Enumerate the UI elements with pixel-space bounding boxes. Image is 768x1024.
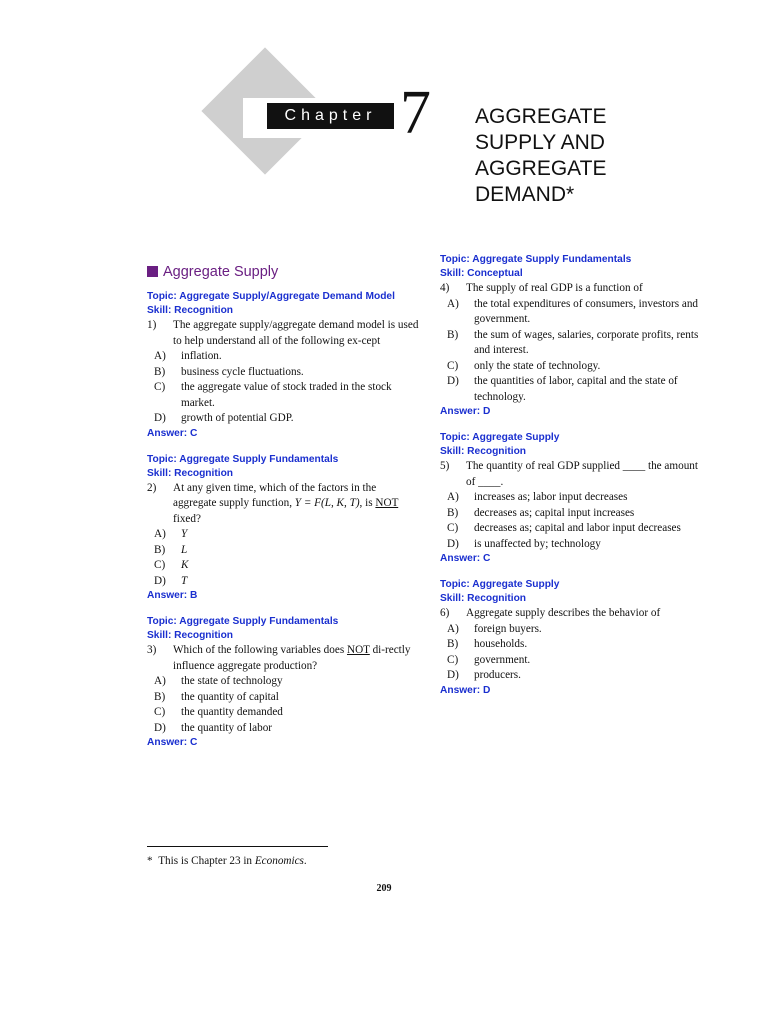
chapter-title-line: AGGREGATE xyxy=(475,157,607,180)
chapter-label: Chapter xyxy=(267,103,394,129)
question-number: 3) xyxy=(147,644,157,656)
option: B) households. xyxy=(447,638,528,650)
answer: Answer: D xyxy=(440,406,491,417)
chapter-title-line: AGGREGATE xyxy=(475,105,607,128)
footnote: * This is Chapter 23 in Economics. xyxy=(147,855,307,867)
option: C) decreases as; capital and labor input decreases xyxy=(447,522,681,534)
question-text: The supply of real GDP is a function of xyxy=(466,282,643,294)
answer: Answer: C xyxy=(147,737,198,748)
question-text: At any given time, which of the factors in the aggregate supply function, Y = F(L, K, T), is NOT fixed? xyxy=(173,481,399,525)
option: A) foreign buyers. xyxy=(447,622,542,635)
topic: Topic: Aggregate Supply xyxy=(440,579,560,590)
answer: Answer: C xyxy=(440,553,491,564)
question-number: 6) xyxy=(440,607,450,619)
skill: Skill: Recognition xyxy=(147,630,234,641)
chapter-number: 7 xyxy=(400,79,431,147)
answer: Answer: C xyxy=(147,427,198,439)
page-number: 209 xyxy=(376,883,392,894)
skill: Skill: Recognition xyxy=(147,467,234,479)
option: D) the quantities of labor, capital and the state of technology. xyxy=(447,375,678,403)
option: B) L xyxy=(154,543,188,556)
question-2 xyxy=(147,453,419,604)
skill: Skill: Recognition xyxy=(440,446,527,457)
option: D) growth of potential GDP. xyxy=(154,412,294,424)
question-number: 2) xyxy=(147,481,157,494)
question-text: The quantity of real GDP supplied ____ the amount of ____. xyxy=(466,460,698,488)
option: B) business cycle fluctuations. xyxy=(154,365,304,378)
question-3 xyxy=(147,615,419,750)
option: D) producers. xyxy=(447,669,521,681)
question-text: Aggregate supply describes the behavior of xyxy=(466,607,661,619)
skill: Skill: Recognition xyxy=(147,305,234,316)
question-5 xyxy=(440,431,705,566)
question-number: 4) xyxy=(440,282,450,294)
option: C) only the state of technology. xyxy=(447,359,601,372)
option: B) decreases as; capital input increases xyxy=(447,506,635,519)
topic: Topic: Aggregate Supply/Aggregate Demand Model xyxy=(147,291,395,302)
answer: Answer: B xyxy=(147,590,198,601)
option: C) government. xyxy=(447,653,531,666)
option: C) the aggregate value of stock traded in the stock market. xyxy=(154,381,392,409)
option: A) the total expenditures of consumers, investors and government. xyxy=(447,297,699,325)
option: A) Y xyxy=(154,528,188,540)
question-number: 1) xyxy=(147,319,157,331)
option: A) the state of technology xyxy=(154,675,283,687)
question-text: The aggregate supply/aggregate demand model is used to help understand all of the following ex-cept xyxy=(173,319,419,347)
topic: Topic: Aggregate Supply Fundamentals xyxy=(440,254,632,265)
option: D) is unaffected by; technology xyxy=(447,537,601,550)
question-6 xyxy=(440,578,705,698)
option: B) the sum of wages, salaries, corporate profits, rents and interest. xyxy=(447,328,699,356)
option: A) inflation. xyxy=(154,350,222,362)
square-bullet-icon xyxy=(147,266,158,277)
question-number: 5) xyxy=(440,460,450,472)
option: C) K xyxy=(154,559,189,571)
question-4 xyxy=(440,253,705,419)
option: B) the quantity of capital xyxy=(154,690,279,703)
left-column xyxy=(147,263,419,762)
skill: Skill: Recognition xyxy=(440,593,527,604)
answer: Answer: D xyxy=(440,684,491,696)
section-heading: Aggregate Supply xyxy=(147,263,419,281)
chapter-title-line: DEMAND* xyxy=(475,183,575,206)
question-text: Which of the following variables does NOT di-rectly influence aggregate production? xyxy=(173,644,411,672)
topic: Topic: Aggregate Supply Fundamentals xyxy=(147,453,339,465)
option: A) increases as; labor input decreases xyxy=(447,491,628,503)
option: C) the quantity demanded xyxy=(154,706,283,718)
question-1 xyxy=(147,290,419,441)
topic: Topic: Aggregate Supply Fundamentals xyxy=(147,616,339,627)
topic: Topic: Aggregate Supply xyxy=(440,432,560,443)
skill: Skill: Conceptual xyxy=(440,268,523,279)
chapter-title-line: SUPPLY AND xyxy=(475,131,605,154)
option: D) T xyxy=(154,574,188,587)
footnote-divider xyxy=(147,846,328,847)
option: D) the quantity of labor xyxy=(154,721,273,734)
right-column xyxy=(440,253,705,710)
chapter-title xyxy=(475,104,606,208)
